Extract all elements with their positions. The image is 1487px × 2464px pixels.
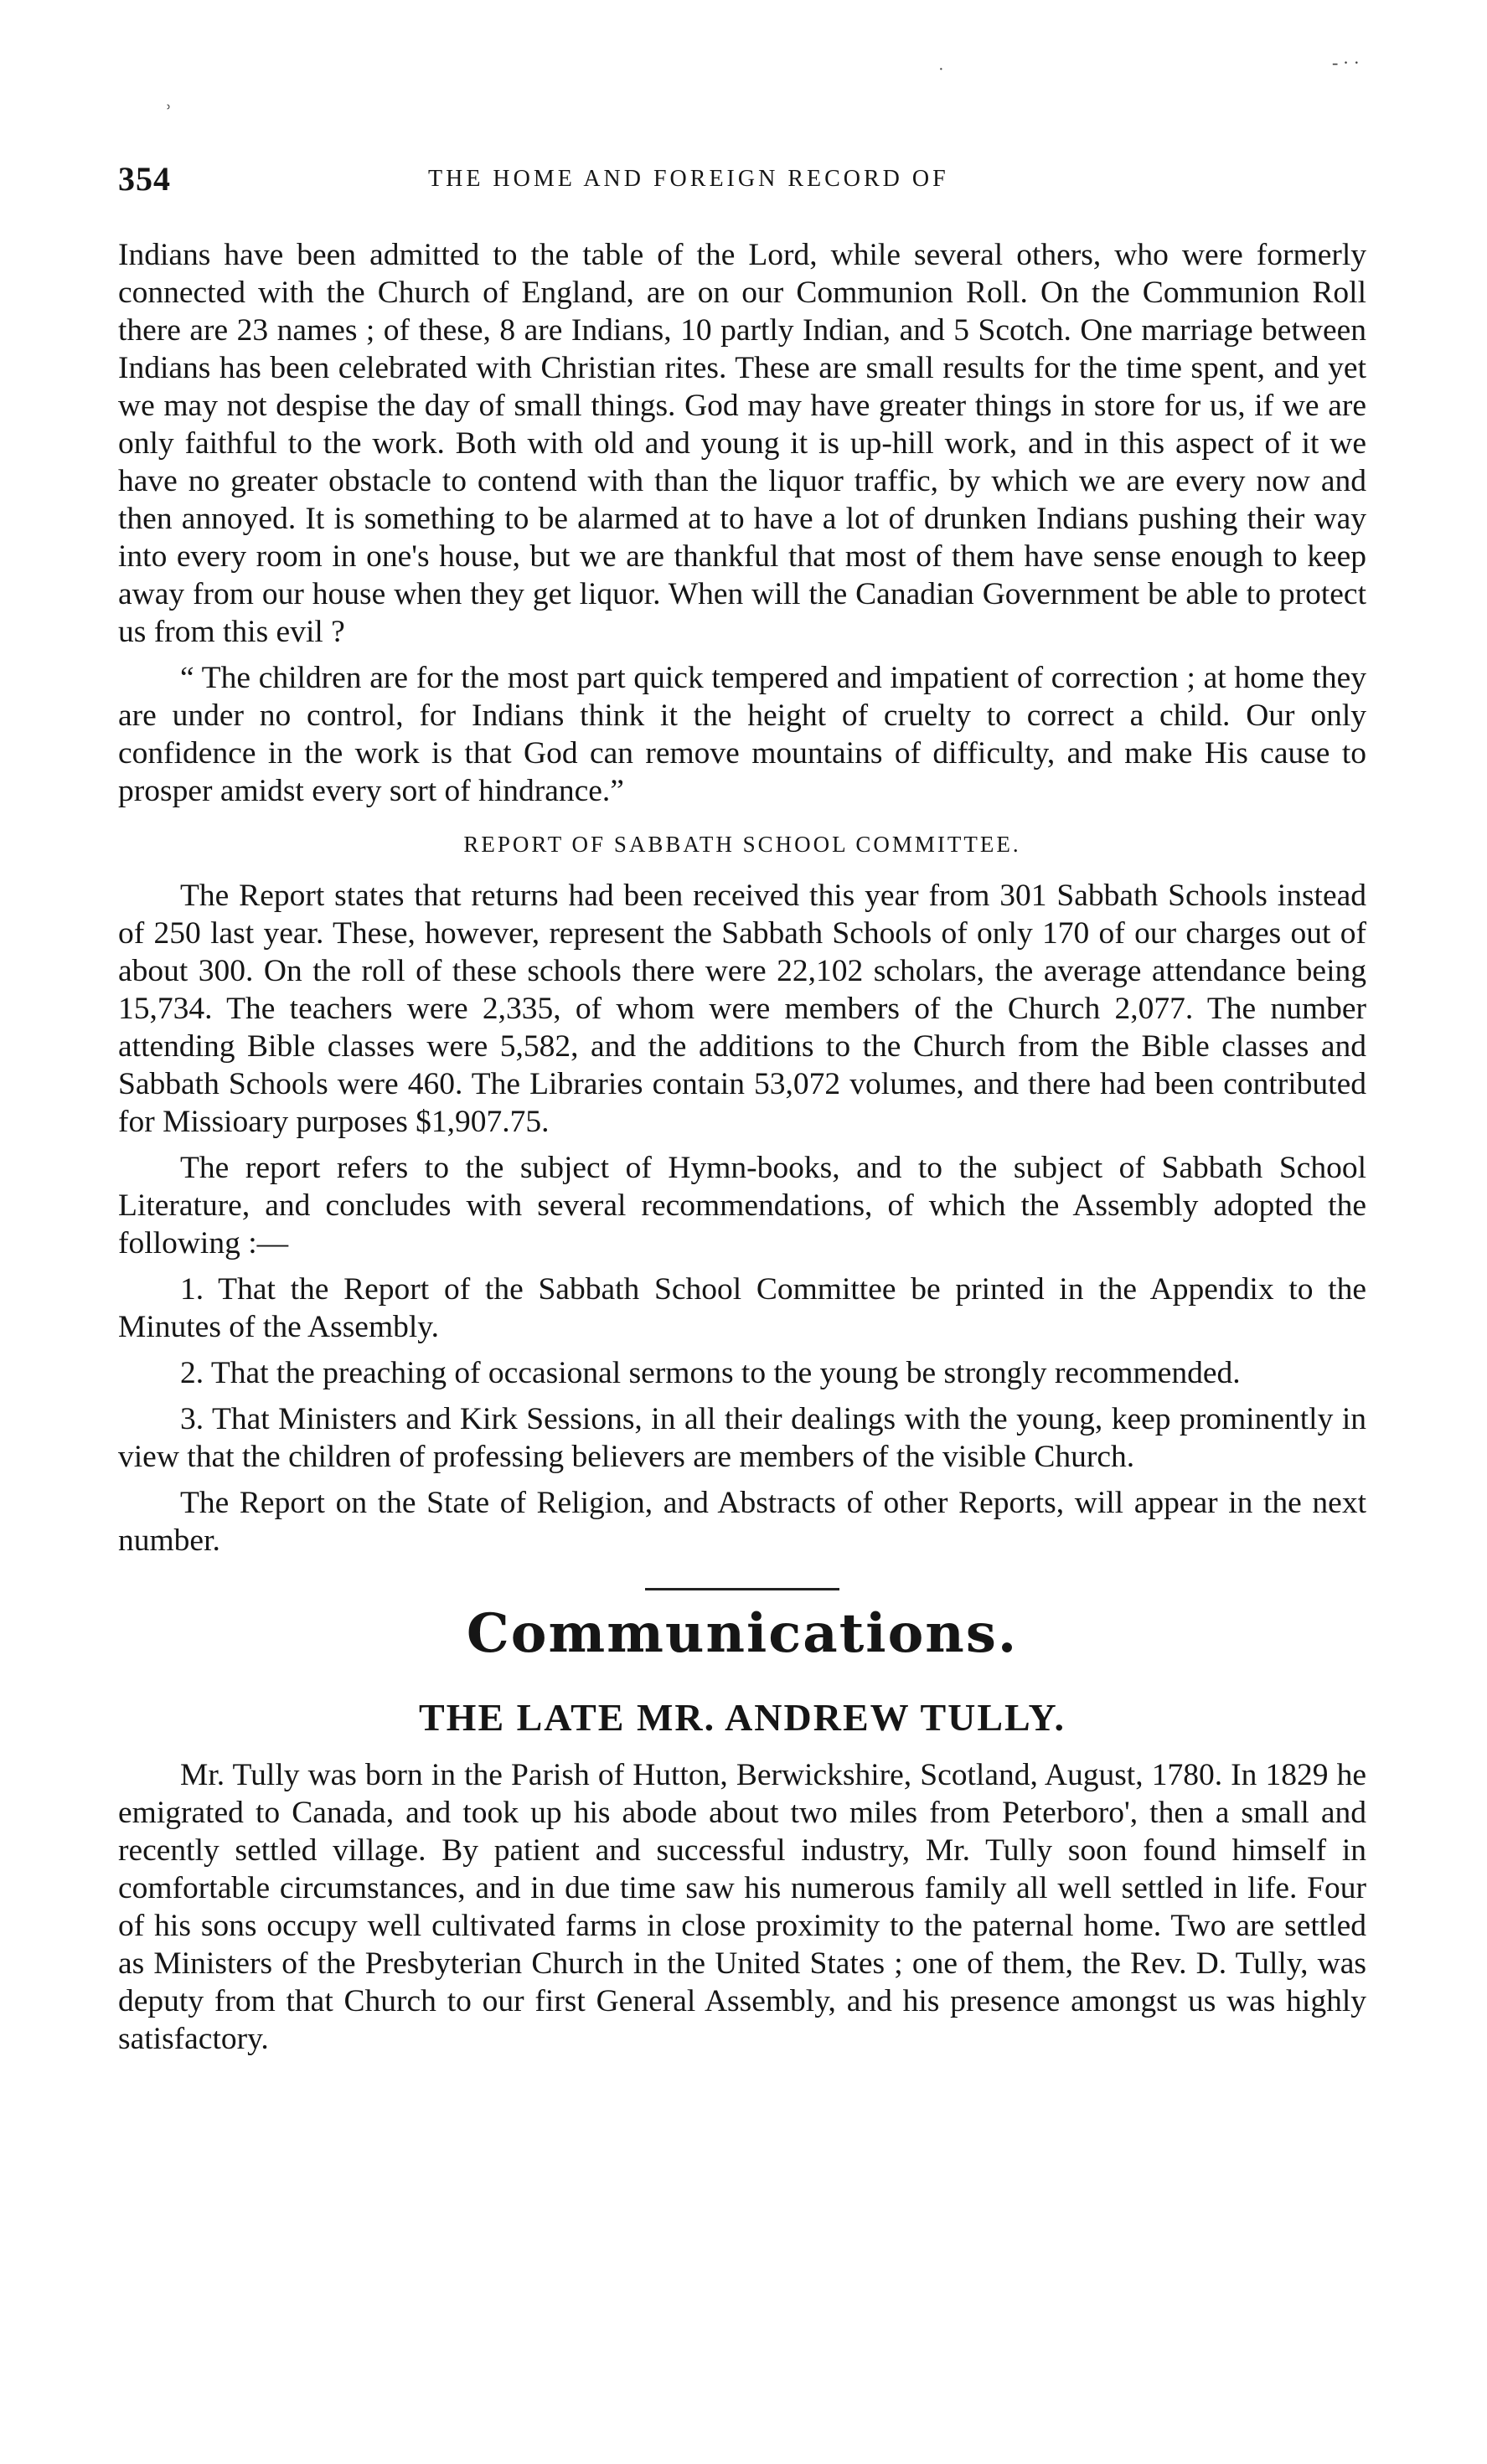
recommendation-item: 1. That the Report of the Sabbath School Committee be printed in the Appendix to the Minutes of the Assembly. [118, 1272, 1366, 1344]
recommendation-item: 3. That Ministers and Kirk Sessions, in all their dealings with the young, keep prominently in view that the children of professing believers are members of the visible Church. [118, 1402, 1366, 1474]
report-paragraph: The Report states that returns had been received this year from 301 Sabbath Schools instead of 250 last year. These, however, represent the Sabbath Schools of only 170 of our charges out of about 300. On the roll of these schools there were 22,102 scholars, the average attendance being 15,734. The teachers were 2,335, of whom were members of the Church 2,077. The number attending Bible classes were 5,582, and the additions to the Church from the Bible classes and Sabbath Schools were 460. The Libraries contain 53,072 volumes, and there had been contributed for Missioary purposes $1,907.75. [118, 879, 1366, 1139]
page-number: 354 [118, 160, 171, 198]
body-paragraph: Indians have been admitted to the table of the Lord, while several others, who were formerly connected with the Church of England, are on our Communion Roll. On the Communion Roll there are 23 names ; of these, 8 are Indians, 10 partly Indian, and 5 Scotch. One marriage between Indians has been celebrated with Christian rites. These are small results for the time spent, and yet we may not despise the day of small things. God may have greater things in store for us, if we are only faithful to the work. Both with old and young it is up-hill work, and in this aspect of it we have no greater obstacle to contend with than the liquor traffic, by which we are every now and then annoyed. It is something to be alarmed at to have a lot of drunken Indians pushing their way into every room in one's house, but we are thankful that most of them have sense enough to keep away from our house when they get liquor. When will the Canadian Government be able to protect us from this evil ? [118, 238, 1366, 649]
article-paragraph: Mr. Tully was born in the Parish of Hutton, Berwickshire, Scotland, August, 1780. In 1829 he emigrated to Canada, and took up his abode about two miles from Peterboro', then a small and recently settled village. By patient and successful industry, Mr. Tully soon found himself in comfortable circumstances, and in due time saw his numerous family all well settled in life. Four of his sons occupy well cultivated farms in close proximity to the paternal home. Two are settled as Ministers of the Presbyterian Church in the United States ; one of them, the Rev. D. Tully, was deputy from that Church to our first General Assembly, and his presence amongst us was highly satisfactory. [118, 1758, 1366, 2056]
running-head [118, 159, 1366, 203]
recommendation-item: 2. That the preaching of occasional sermons to the young be strongly recommended. [180, 1356, 1241, 1390]
quoted-paragraph: “ The children are for the most part quick tempered and impatient of correction ; at home they are under no control, for Indians think it the height of cruelty to correct a child. Our only confidence in the work is that God can remove mountains of difficulty, and make His cause to prosper amidst every sort of hindrance.” [118, 661, 1366, 808]
report-paragraph: The report refers to the subject of Hymn-books, and to the subject of Sabbath School Literature, and concludes with several recommendations, of which the Assembly adopted the following :— [118, 1151, 1366, 1260]
communications-heading: Communications. [466, 1602, 1019, 1665]
section-divider [645, 1588, 839, 1590]
print-speck: ˒ [164, 89, 173, 116]
closing-paragraph: The Report on the State of Religion, and Abstracts of other Reports, will appear in the next number. [118, 1486, 1366, 1558]
section-heading: REPORT OF SABBATH SCHOOL COMMITTEE. [463, 832, 1021, 857]
running-title: THE HOME AND FOREIGN RECORD OF [428, 166, 949, 192]
page [118, 159, 1366, 2058]
print-speck: · [938, 60, 944, 79]
print-speck: ‐ · · [1332, 52, 1360, 73]
article-title: THE LATE MR. ANDREW TULLY. [418, 1696, 1066, 1739]
